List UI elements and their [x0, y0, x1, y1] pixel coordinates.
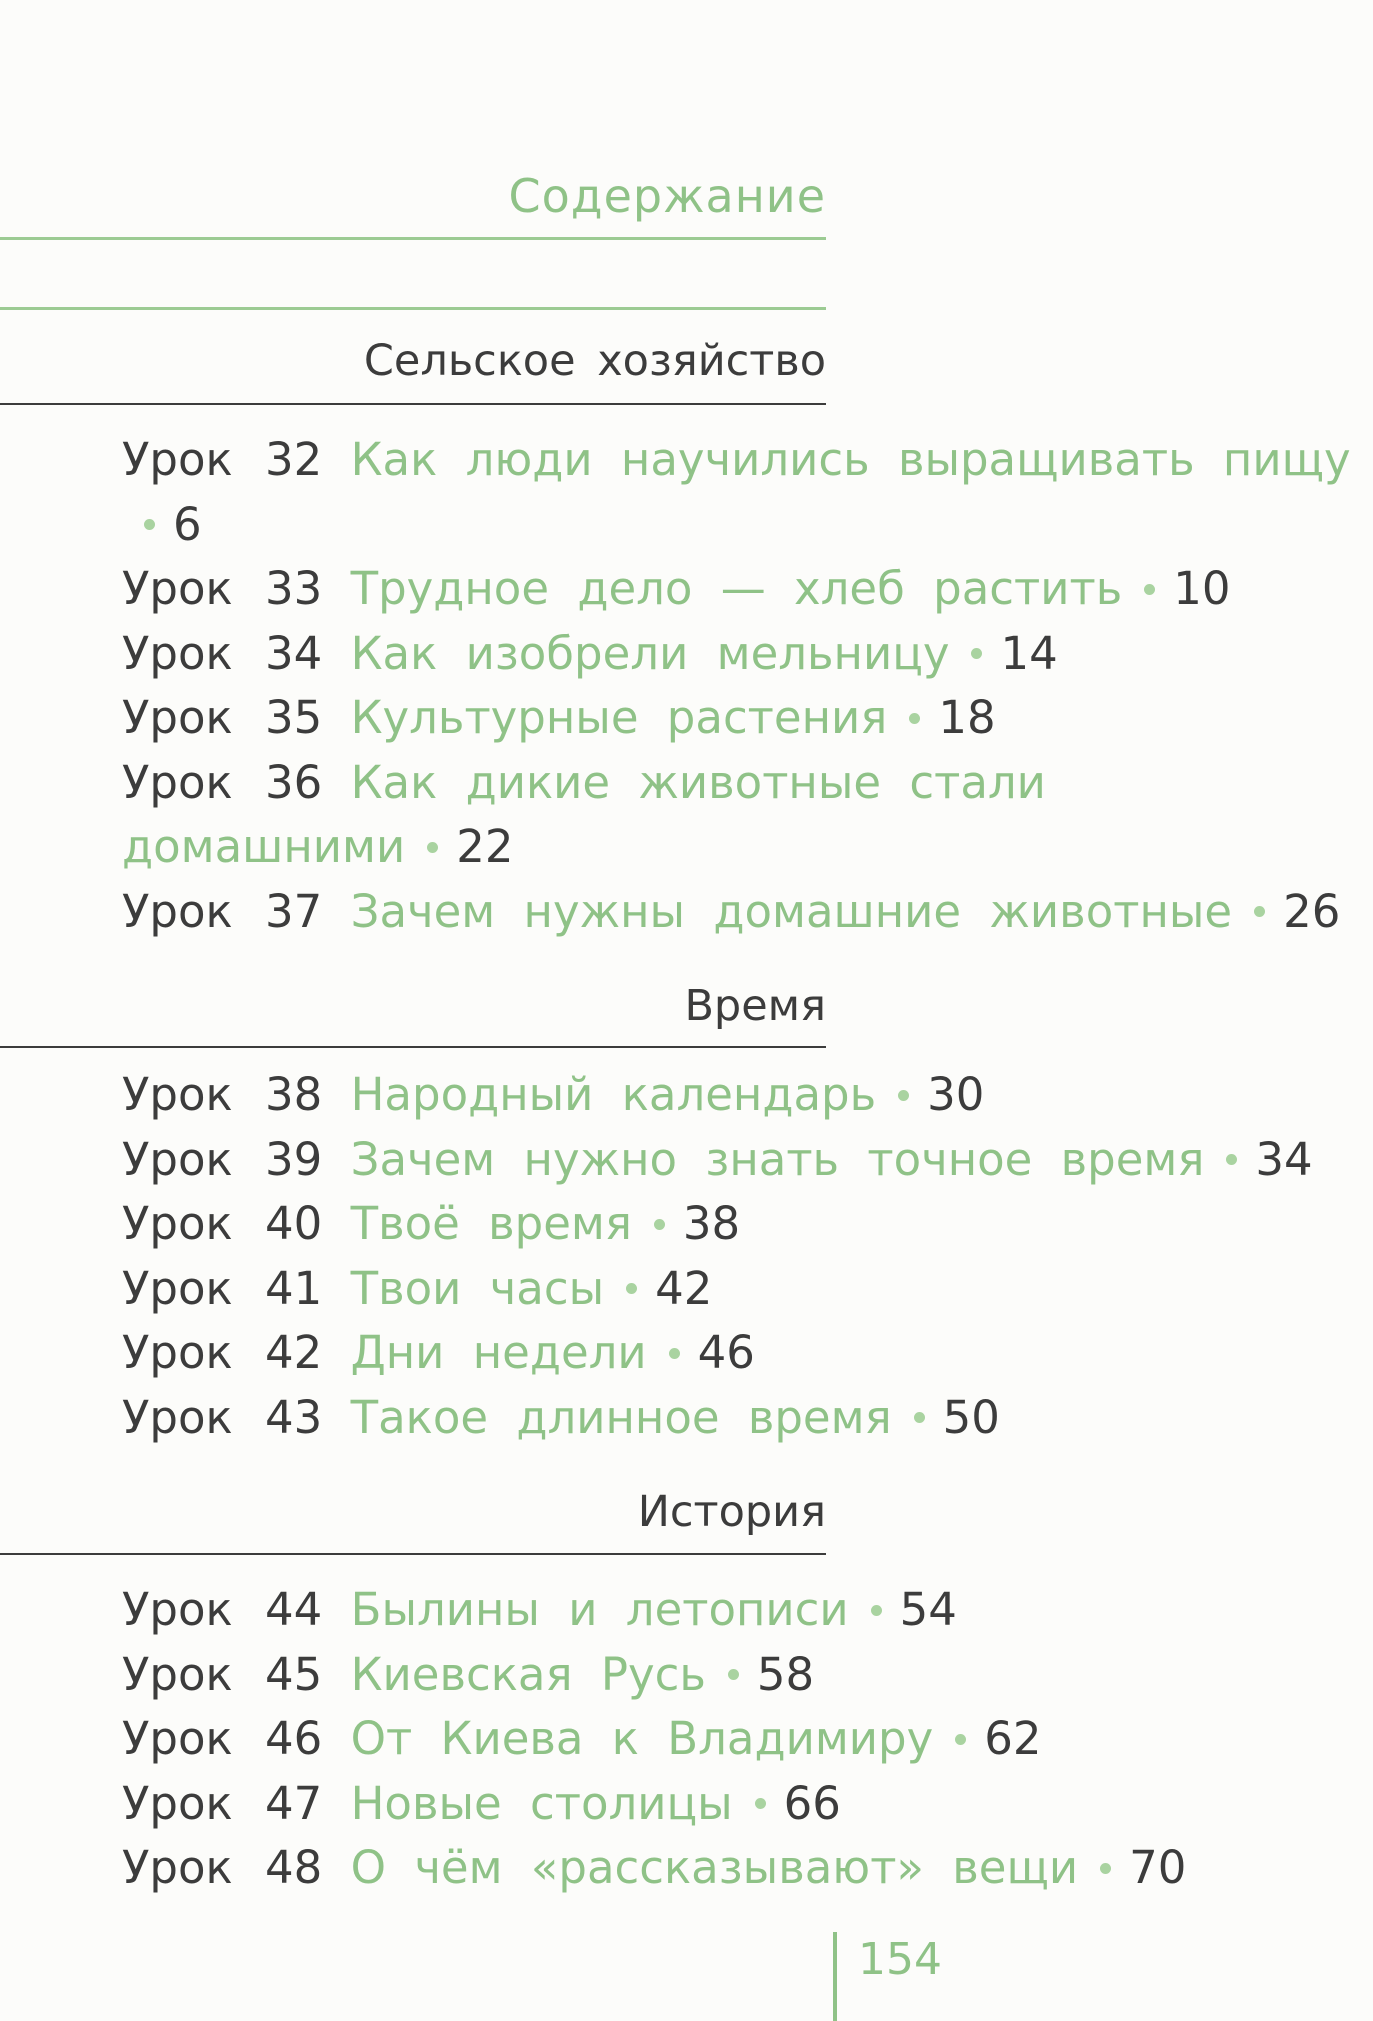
page-title: Содержание [508, 169, 826, 223]
lesson-topic: Дни недели [350, 1326, 647, 1379]
bullet-dot-icon [654, 1219, 665, 1230]
lesson-number: 45 [265, 1647, 323, 1701]
lesson-number: 38 [265, 1068, 323, 1121]
lesson-entry[interactable] [122, 1578, 1352, 1643]
section-title: Время [684, 981, 826, 1031]
lesson-page: 50 [942, 1390, 1000, 1444]
lesson-number: 42 [265, 1326, 323, 1379]
lesson-word: Урок [122, 1390, 233, 1444]
lesson-topic: Как люди научились выращивать пищу [350, 433, 1351, 486]
bullet-dot-icon [755, 1798, 766, 1809]
section-rule-bottom [0, 403, 826, 405]
lesson-entry[interactable] [122, 1192, 1352, 1257]
lesson-number: 39 [265, 1132, 323, 1186]
bullet-dot-icon [427, 842, 438, 853]
bullet-dot-icon [898, 1090, 909, 1101]
lesson-topic: Трудное дело — хлеб растить [350, 562, 1123, 615]
bullet-dot-icon [728, 1669, 739, 1680]
lesson-word: Урок [122, 1583, 233, 1636]
lesson-number: 40 [265, 1197, 323, 1250]
lesson-list [122, 1578, 1352, 1901]
lesson-word: Урок [122, 884, 233, 938]
bullet-dot-icon [971, 648, 982, 659]
lesson-list [122, 1063, 1352, 1450]
lesson-page: 34 [1255, 1132, 1313, 1186]
lesson-entry[interactable] [122, 1257, 1352, 1322]
lesson-entry[interactable] [122, 1321, 1352, 1386]
lesson-number: 46 [265, 1712, 323, 1765]
section-title: История [637, 1487, 826, 1537]
lesson-number: 47 [265, 1776, 323, 1830]
lesson-topic: Как дикие животные стали домашними [122, 755, 1046, 873]
lesson-word: Урок [122, 1841, 233, 1894]
bullet-dot-icon [914, 1412, 925, 1423]
lesson-entry[interactable] [122, 428, 1352, 557]
lesson-number: 33 [265, 562, 323, 615]
bullet-dot-icon [955, 1734, 966, 1745]
lesson-entry[interactable] [122, 1128, 1352, 1193]
lesson-topic: Культурные растения [350, 691, 888, 744]
lesson-page: 14 [1000, 626, 1058, 680]
bullet-dot-icon [1254, 906, 1265, 917]
lesson-word: Урок [122, 755, 233, 809]
lesson-entry[interactable] [122, 557, 1352, 622]
lesson-topic: Народный календарь [350, 1068, 877, 1121]
lesson-number: 44 [265, 1583, 323, 1636]
lesson-topic: Зачем нужны домашние животные [350, 884, 1233, 938]
section-rule-top [0, 307, 826, 310]
lesson-topic: Киевская Русь [350, 1647, 706, 1701]
lesson-number: 37 [265, 884, 323, 938]
lesson-page: 70 [1129, 1841, 1187, 1894]
bullet-dot-icon [871, 1605, 882, 1616]
lesson-topic: О чём «рассказывают» вещи [350, 1841, 1079, 1894]
lesson-topic: Такое длинное время [350, 1390, 892, 1444]
bullet-dot-icon [144, 519, 155, 530]
lesson-page: 26 [1283, 884, 1341, 938]
section-title: Сельское хозяйство [363, 336, 826, 386]
lesson-entry[interactable] [122, 1772, 1352, 1837]
lesson-number: 41 [265, 1261, 323, 1315]
lesson-topic: Новые столицы [350, 1776, 733, 1830]
lesson-topic: Как изобрели мельницу [350, 626, 950, 680]
bullet-dot-icon [1144, 584, 1155, 595]
lesson-word: Урок [122, 1326, 233, 1379]
lesson-word: Урок [122, 1647, 233, 1701]
lesson-entry[interactable] [122, 622, 1352, 687]
lesson-number: 36 [265, 755, 323, 809]
lesson-entry[interactable] [122, 1063, 1352, 1128]
lesson-page: 62 [984, 1712, 1042, 1765]
bullet-dot-icon [1100, 1863, 1111, 1874]
lesson-entry[interactable] [122, 1643, 1352, 1708]
lesson-number: 48 [265, 1841, 323, 1894]
lesson-word: Урок [122, 433, 233, 486]
footer-accent-bar [833, 1932, 837, 2021]
lesson-topic: Твои часы [350, 1261, 605, 1315]
title-divider [0, 237, 826, 240]
bullet-dot-icon [909, 713, 920, 724]
lesson-topic: Былины и летописи [350, 1583, 849, 1636]
bullet-dot-icon [1226, 1154, 1237, 1165]
lesson-topic: Твоё время [350, 1197, 632, 1250]
lesson-page: 58 [756, 1647, 815, 1701]
lesson-number: 43 [265, 1390, 323, 1444]
lesson-topic: Зачем нужно знать точное время [350, 1132, 1205, 1186]
lesson-entry[interactable] [122, 751, 1352, 880]
lesson-word: Урок [122, 1132, 233, 1186]
lesson-page: 22 [456, 820, 514, 873]
section-rule-bottom [0, 1046, 826, 1048]
section-rule-bottom [0, 1553, 826, 1555]
lesson-entry[interactable] [122, 1707, 1352, 1772]
lesson-topic: От Киева к Владимиру [350, 1712, 934, 1765]
lesson-page: 6 [173, 497, 202, 551]
lesson-word: Урок [122, 1068, 233, 1121]
lesson-page: 42 [655, 1261, 713, 1315]
page-number: 154 [858, 1934, 942, 1985]
lesson-number: 35 [265, 691, 323, 744]
lesson-entry[interactable] [122, 1836, 1352, 1901]
lesson-word: Урок [122, 562, 233, 615]
bullet-dot-icon [626, 1283, 637, 1294]
lesson-word: Урок [122, 626, 233, 680]
lesson-list [122, 428, 1352, 944]
lesson-page: 30 [927, 1068, 985, 1121]
lesson-page: 38 [682, 1197, 741, 1250]
lesson-entry[interactable] [122, 1386, 1352, 1451]
lesson-word: Урок [122, 1712, 233, 1765]
lesson-word: Урок [122, 1197, 233, 1250]
lesson-number: 34 [265, 626, 323, 680]
lesson-word: Урок [122, 1261, 233, 1315]
bullet-dot-icon [669, 1348, 680, 1359]
lesson-number: 32 [265, 433, 323, 486]
lesson-word: Урок [122, 691, 233, 744]
lesson-page: 54 [899, 1583, 957, 1636]
lesson-word: Урок [122, 1776, 233, 1830]
lesson-page: 10 [1173, 562, 1231, 615]
lesson-page: 66 [783, 1776, 841, 1830]
lesson-entry[interactable] [122, 880, 1352, 945]
lesson-entry[interactable] [122, 686, 1352, 751]
lesson-page: 46 [697, 1326, 755, 1379]
lesson-page: 18 [938, 691, 996, 744]
